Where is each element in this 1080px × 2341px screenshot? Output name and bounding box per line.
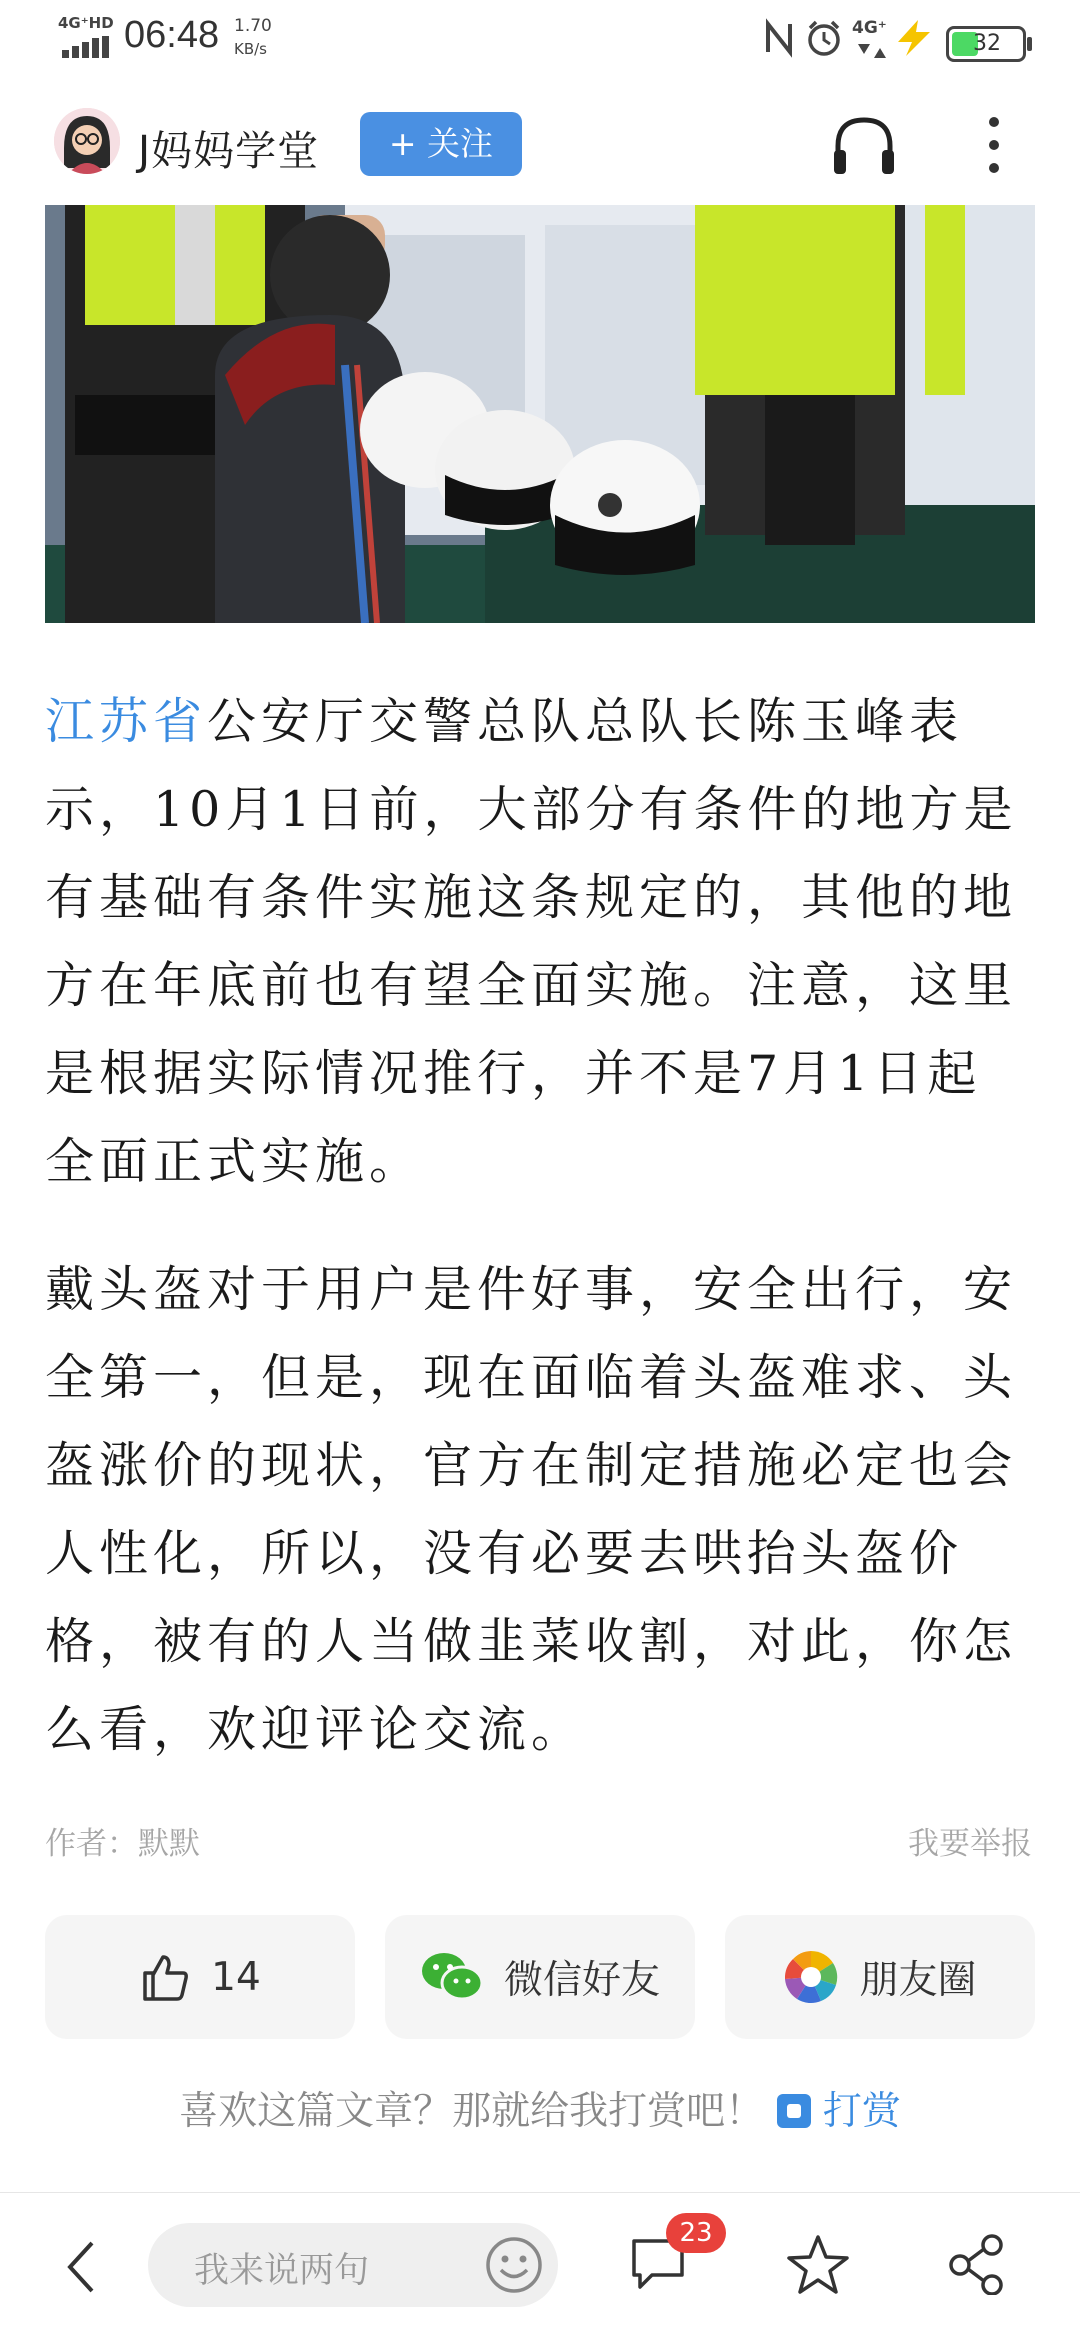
share-icon[interactable]	[946, 2233, 1008, 2295]
share-moments-button[interactable]	[725, 1915, 1035, 2039]
net-speed-unit: KB/s	[234, 40, 267, 58]
article-paragraph: 戴头盔对于用户是件好事，安全出行，安全第一，但是，现在面临着头盔难求、头盔涨价的现状，官方在制定措施必定也会人性化，所以，没有必要去哄抬头盔价格，被有的人当做韭菜收割，对此，你怎么看，欢迎评论交流。	[45, 1261, 1018, 1758]
avatar-image	[54, 108, 120, 174]
reward-prompt	[0, 2080, 1080, 2136]
status-bar	[0, 0, 1080, 80]
wechat-icon	[420, 1951, 484, 2003]
net-speed-value: 1.70	[234, 16, 272, 36]
favorite-star-icon[interactable]	[785, 2233, 851, 2297]
location-link[interactable]: 江苏省	[45, 693, 208, 750]
emoji-icon[interactable]	[484, 2235, 544, 2295]
clock: 06:48	[124, 14, 220, 56]
nfc-icon	[762, 18, 796, 58]
article-header	[0, 90, 1080, 200]
battery-icon	[946, 26, 1026, 62]
network-label: 4G⁺HD	[58, 14, 114, 32]
article-photo[interactable]	[45, 205, 1035, 623]
paragraph-text: 公安厅交警总队总队长陈玉峰表示，10月1日前，大部分有条件的地方是有基础有条件实施这条规定的，其他的地方在年底前也有望全面实施。注意，这里是根据实际情况推行，并不是7月1日起全面正式实施。	[45, 693, 1018, 1190]
battery-level: 32	[973, 31, 1001, 56]
like-count: 14	[211, 1954, 261, 2000]
share-wechat-button[interactable]	[385, 1915, 695, 2039]
author-label: 作者：默默	[45, 1826, 200, 1862]
article-paragraph	[45, 678, 1035, 1206]
reward-link[interactable]: 打赏	[822, 2089, 901, 2134]
wifi-data-icon	[852, 40, 888, 62]
charging-bolt-icon	[892, 18, 936, 58]
alarm-icon	[804, 18, 844, 58]
comment-input[interactable]	[148, 2223, 558, 2307]
more-options-icon[interactable]	[982, 112, 1006, 178]
headphones-icon[interactable]	[830, 112, 898, 178]
signal-icon	[62, 36, 110, 58]
back-arrow-icon[interactable]	[62, 2237, 102, 2297]
article-body	[45, 678, 1035, 1814]
report-link[interactable]: 我要举报	[908, 1826, 1032, 1862]
wechat-label: 微信好友	[503, 1958, 660, 2003]
thumbs-up-icon	[139, 1951, 191, 2003]
avatar[interactable]	[54, 108, 120, 174]
moments-label: 朋友圈	[859, 1958, 977, 2003]
reward-text: 喜欢这篇文章？那就给我打赏吧！	[179, 2089, 765, 2134]
network-type-label: 4G⁺	[852, 18, 887, 38]
reward-icon[interactable]	[777, 2094, 811, 2128]
moments-icon	[783, 1949, 839, 2005]
comment-placeholder: 我来说两句	[194, 2251, 370, 2291]
follow-button[interactable]: + 关注	[360, 112, 522, 176]
comment-count-badge: 23	[666, 2213, 726, 2253]
account-name[interactable]: J妈妈学堂	[138, 127, 320, 175]
photo-illustration	[45, 205, 1035, 623]
like-button[interactable]	[45, 1915, 355, 2039]
bottom-toolbar	[0, 2192, 1080, 2341]
